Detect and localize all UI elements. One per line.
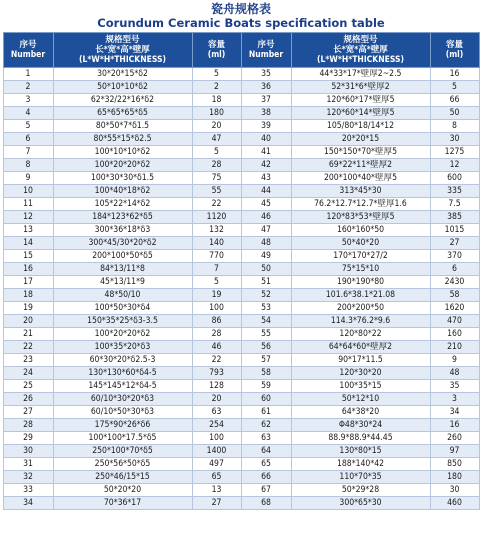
- cell-size: 200*100*50*δ5: [53, 250, 192, 263]
- cell-capacity: 9: [430, 354, 479, 367]
- cell-number: 17: [3, 276, 53, 289]
- cell-capacity: 100: [192, 432, 241, 445]
- cell-size: 120*30*20: [291, 367, 430, 380]
- cell-size: 250*56*50*δ5: [53, 458, 192, 471]
- table-row: [3, 276, 479, 289]
- cell-number: 42: [241, 159, 291, 172]
- cell-number: 6: [3, 133, 53, 146]
- cell-size: 100*35*15: [291, 380, 430, 393]
- table-row: [3, 445, 479, 458]
- cell-number: 7: [3, 146, 53, 159]
- cell-capacity: 97: [430, 445, 479, 458]
- cell-number: 59: [241, 380, 291, 393]
- cell-size: 110*70*35: [291, 471, 430, 484]
- cell-capacity: 160: [430, 328, 479, 341]
- cell-number: 63: [241, 432, 291, 445]
- cell-capacity: 5: [192, 68, 241, 81]
- table-row: [3, 302, 479, 315]
- cell-number: 30: [3, 445, 53, 458]
- cell-capacity: 254: [192, 419, 241, 432]
- cell-size: 69*22*11*壁厚2: [291, 159, 430, 172]
- table-row: [3, 419, 479, 432]
- cell-number: 21: [3, 328, 53, 341]
- cell-capacity: 65: [192, 471, 241, 484]
- table-row: [3, 133, 479, 146]
- cell-number: 49: [241, 250, 291, 263]
- cell-capacity: 132: [192, 224, 241, 237]
- cell-capacity: 140: [192, 237, 241, 250]
- cell-size: 101.6*38.1*21.08: [291, 289, 430, 302]
- cell-size: 184*123*62*δ5: [53, 211, 192, 224]
- table-row: [3, 406, 479, 419]
- cell-capacity: 497: [192, 458, 241, 471]
- table-row: [3, 458, 479, 471]
- cell-capacity: 22: [192, 354, 241, 367]
- cell-capacity: 460: [430, 497, 479, 510]
- cell-capacity: 6: [430, 263, 479, 276]
- cell-number: 3: [3, 94, 53, 107]
- cell-size: 80*55*15*δ2.5: [53, 133, 192, 146]
- table-row: [3, 354, 479, 367]
- cell-capacity: 30: [430, 133, 479, 146]
- cell-size: 170*170*27/2: [291, 250, 430, 263]
- cell-number: 45: [241, 198, 291, 211]
- cell-size: 130*130*60*δ4-5: [53, 367, 192, 380]
- cell-size: 48*50/10: [53, 289, 192, 302]
- table-row: [3, 237, 479, 250]
- table-row: [3, 380, 479, 393]
- cell-capacity: 27: [192, 497, 241, 510]
- table-row: [3, 198, 479, 211]
- cell-number: 24: [3, 367, 53, 380]
- header-size-right: 规格型号 长*宽*高*壁厚 (L*W*H*THICKNESS): [291, 33, 430, 68]
- cell-number: 37: [241, 94, 291, 107]
- cell-number: 12: [3, 211, 53, 224]
- header-number-left: 序号 Number: [3, 33, 53, 68]
- cell-capacity: 100: [192, 302, 241, 315]
- cell-size: 45*13/11*9: [53, 276, 192, 289]
- cell-size: 100*30*30*δ1.5: [53, 172, 192, 185]
- cell-size: 30*20*15*δ2: [53, 68, 192, 81]
- cell-capacity: 50: [430, 107, 479, 120]
- table-body: [3, 68, 479, 510]
- cell-size: 100*10*10*δ2: [53, 146, 192, 159]
- cell-number: 67: [241, 484, 291, 497]
- cell-number: 55: [241, 328, 291, 341]
- cell-capacity: 385: [430, 211, 479, 224]
- cell-number: 44: [241, 185, 291, 198]
- cell-number: 31: [3, 458, 53, 471]
- cell-size: 60*30*20*δ2.5-3: [53, 354, 192, 367]
- cell-size: 52*31*6*壁厚2: [291, 81, 430, 94]
- table-row: [3, 250, 479, 263]
- cell-size: 188*140*42: [291, 458, 430, 471]
- cell-capacity: 2: [192, 81, 241, 94]
- cell-capacity: 7: [192, 263, 241, 276]
- cell-number: 16: [3, 263, 53, 276]
- cell-capacity: 470: [430, 315, 479, 328]
- cell-size: 190*190*80: [291, 276, 430, 289]
- cell-size: 50*20*20: [53, 484, 192, 497]
- cell-capacity: 1275: [430, 146, 479, 159]
- cell-number: 53: [241, 302, 291, 315]
- cell-capacity: 55: [192, 185, 241, 198]
- cell-capacity: 63: [192, 406, 241, 419]
- cell-size: 20*20*15: [291, 133, 430, 146]
- cell-size: 88.9*88.9*44.45: [291, 432, 430, 445]
- table-row: [3, 107, 479, 120]
- cell-capacity: 19: [192, 289, 241, 302]
- cell-number: 57: [241, 354, 291, 367]
- cell-size: 50*29*28: [291, 484, 430, 497]
- cell-size: 250*46/15*15: [53, 471, 192, 484]
- cell-number: 68: [241, 497, 291, 510]
- table-row: [3, 211, 479, 224]
- cell-capacity: 5: [430, 81, 479, 94]
- cell-capacity: 5: [192, 146, 241, 159]
- cell-number: 38: [241, 107, 291, 120]
- cell-capacity: 16: [430, 419, 479, 432]
- cell-capacity: 210: [430, 341, 479, 354]
- cell-number: 64: [241, 445, 291, 458]
- cell-capacity: 22: [192, 198, 241, 211]
- cell-size: 50*40*20: [291, 237, 430, 250]
- cell-number: 8: [3, 159, 53, 172]
- table-header: [3, 33, 479, 68]
- cell-capacity: 46: [192, 341, 241, 354]
- cell-capacity: 12: [430, 159, 479, 172]
- cell-capacity: 13: [192, 484, 241, 497]
- cell-size: 150*150*70*壁厚5: [291, 146, 430, 159]
- cell-size: 100*20*20*δ2: [53, 328, 192, 341]
- cell-size: 145*145*12*δ4-5: [53, 380, 192, 393]
- cell-size: 80*50*7*δ1.5: [53, 120, 192, 133]
- table-row: [3, 341, 479, 354]
- cell-size: 313*45*30: [291, 185, 430, 198]
- cell-capacity: 793: [192, 367, 241, 380]
- header-capacity-left: 容量 (ml): [192, 33, 241, 68]
- cell-size: 64*64*60*壁厚2: [291, 341, 430, 354]
- cell-capacity: 770: [192, 250, 241, 263]
- cell-size: 60/10*50*30*δ3: [53, 406, 192, 419]
- table-row: [3, 68, 479, 81]
- cell-number: 23: [3, 354, 53, 367]
- cell-number: 22: [3, 341, 53, 354]
- cell-number: 28: [3, 419, 53, 432]
- cell-number: 47: [241, 224, 291, 237]
- cell-number: 60: [241, 393, 291, 406]
- cell-size: 250*100*70*δ5: [53, 445, 192, 458]
- cell-size: 130*80*15: [291, 445, 430, 458]
- table-row: [3, 497, 479, 510]
- cell-number: 15: [3, 250, 53, 263]
- cell-capacity: 27: [430, 237, 479, 250]
- cell-number: 51: [241, 276, 291, 289]
- cell-size: 76.2*12.7*12.7*壁厚1.6: [291, 198, 430, 211]
- table-row: [3, 120, 479, 133]
- cell-size: 90*17*11.5: [291, 354, 430, 367]
- cell-number: 1: [3, 68, 53, 81]
- cell-capacity: 180: [430, 471, 479, 484]
- cell-capacity: 47: [192, 133, 241, 146]
- cell-number: 41: [241, 146, 291, 159]
- cell-capacity: 2430: [430, 276, 479, 289]
- table-row: [3, 393, 479, 406]
- cell-capacity: 5: [192, 276, 241, 289]
- cell-number: 48: [241, 237, 291, 250]
- cell-size: 100*50*30*δ4: [53, 302, 192, 315]
- cell-size: 120*60*17*壁厚5: [291, 94, 430, 107]
- cell-number: 58: [241, 367, 291, 380]
- cell-number: 26: [3, 393, 53, 406]
- cell-number: 2: [3, 81, 53, 94]
- cell-size: 100*35*20*δ3: [53, 341, 192, 354]
- cell-size: 60/10*30*20*δ3: [53, 393, 192, 406]
- cell-size: Φ48*30*24: [291, 419, 430, 432]
- cell-capacity: 180: [192, 107, 241, 120]
- table-row: [3, 432, 479, 445]
- cell-capacity: 8: [430, 120, 479, 133]
- cell-number: 61: [241, 406, 291, 419]
- table-row: [3, 94, 479, 107]
- table-row: [3, 328, 479, 341]
- cell-number: 14: [3, 237, 53, 250]
- cell-capacity: 28: [192, 328, 241, 341]
- table-row: [3, 159, 479, 172]
- cell-size: 150*35*25*δ3-3.5: [53, 315, 192, 328]
- table-row: [3, 146, 479, 159]
- header-number-right: 序号 Number: [241, 33, 291, 68]
- cell-size: 105*22*14*δ2: [53, 198, 192, 211]
- cell-number: 18: [3, 289, 53, 302]
- cell-size: 44*33*17*壁厚2~2.5: [291, 68, 430, 81]
- cell-capacity: 18: [192, 94, 241, 107]
- cell-size: 50*10*10*δ2: [53, 81, 192, 94]
- cell-capacity: 66: [430, 94, 479, 107]
- table-row: [3, 224, 479, 237]
- cell-size: 114.3*76.2*9.6: [291, 315, 430, 328]
- cell-size: 100*100*17.5*δ5: [53, 432, 192, 445]
- cell-size: 70*36*17: [53, 497, 192, 510]
- cell-capacity: 35: [430, 380, 479, 393]
- cell-number: 54: [241, 315, 291, 328]
- cell-number: 11: [3, 198, 53, 211]
- cell-capacity: 1120: [192, 211, 241, 224]
- cell-capacity: 1620: [430, 302, 479, 315]
- cell-number: 9: [3, 172, 53, 185]
- cell-number: 65: [241, 458, 291, 471]
- cell-size: 65*65*65*δ5: [53, 107, 192, 120]
- cell-number: 50: [241, 263, 291, 276]
- cell-size: 100*40*18*δ2: [53, 185, 192, 198]
- cell-capacity: 20: [192, 393, 241, 406]
- cell-number: 10: [3, 185, 53, 198]
- cell-number: 13: [3, 224, 53, 237]
- cell-capacity: 30: [430, 484, 479, 497]
- cell-size: 175*90*26*δ6: [53, 419, 192, 432]
- cell-number: 25: [3, 380, 53, 393]
- cell-size: 300*36*18*δ3: [53, 224, 192, 237]
- cell-size: 120*60*14*壁厚5: [291, 107, 430, 120]
- page-title-cn: 瓷舟规格表: [210, 2, 271, 16]
- cell-number: 34: [3, 497, 53, 510]
- header-size-left: 规格型号 长*宽*高*壁厚 (L*W*H*THICKNESS): [53, 33, 192, 68]
- cell-capacity: 1015: [430, 224, 479, 237]
- table-row: [3, 172, 479, 185]
- cell-number: 36: [241, 81, 291, 94]
- cell-size: 100*20*20*δ2: [53, 159, 192, 172]
- cell-number: 4: [3, 107, 53, 120]
- table-row: [3, 289, 479, 302]
- cell-size: 300*65*30: [291, 497, 430, 510]
- header-capacity-right: 容量 (ml): [430, 33, 479, 68]
- cell-capacity: 850: [430, 458, 479, 471]
- cell-number: 19: [3, 302, 53, 315]
- table-row: [3, 471, 479, 484]
- cell-number: 32: [3, 471, 53, 484]
- table-row: [3, 263, 479, 276]
- cell-capacity: 3: [430, 393, 479, 406]
- cell-number: 43: [241, 172, 291, 185]
- cell-number: 66: [241, 471, 291, 484]
- table-row: [3, 484, 479, 497]
- cell-size: 200*100*40*壁厚5: [291, 172, 430, 185]
- cell-capacity: 48: [430, 367, 479, 380]
- cell-capacity: 28: [192, 159, 241, 172]
- cell-number: 33: [3, 484, 53, 497]
- cell-number: 29: [3, 432, 53, 445]
- cell-capacity: 1400: [192, 445, 241, 458]
- cell-capacity: 128: [192, 380, 241, 393]
- cell-capacity: 370: [430, 250, 479, 263]
- cell-number: 52: [241, 289, 291, 302]
- table-row: [3, 315, 479, 328]
- cell-size: 120*83*53*壁厚5: [291, 211, 430, 224]
- cell-capacity: 58: [430, 289, 479, 302]
- cell-capacity: 20: [192, 120, 241, 133]
- cell-capacity: 260: [430, 432, 479, 445]
- table-row: [3, 81, 479, 94]
- cell-number: 5: [3, 120, 53, 133]
- cell-number: 56: [241, 341, 291, 354]
- cell-number: 62: [241, 419, 291, 432]
- table-row: [3, 367, 479, 380]
- table-row: [3, 185, 479, 198]
- cell-capacity: 16: [430, 68, 479, 81]
- cell-size: 120*80*22: [291, 328, 430, 341]
- cell-size: 50*12*10: [291, 393, 430, 406]
- cell-capacity: 34: [430, 406, 479, 419]
- cell-size: 64*38*20: [291, 406, 430, 419]
- cell-capacity: 335: [430, 185, 479, 198]
- cell-size: 200*200*50: [291, 302, 430, 315]
- cell-size: 84*13/11*8: [53, 263, 192, 276]
- cell-number: 27: [3, 406, 53, 419]
- cell-size: 160*160*50: [291, 224, 430, 237]
- cell-capacity: 600: [430, 172, 479, 185]
- cell-size: 75*15*10: [291, 263, 430, 276]
- cell-capacity: 7.5: [430, 198, 479, 211]
- cell-number: 20: [3, 315, 53, 328]
- cell-size: 105/80*18/14*12: [291, 120, 430, 133]
- cell-size: 62*32/22*16*δ2: [53, 94, 192, 107]
- cell-number: 40: [241, 133, 291, 146]
- cell-capacity: 75: [192, 172, 241, 185]
- spec-table: [3, 32, 480, 510]
- page-title-en: Corundum Ceramic Boats specification table: [97, 16, 385, 30]
- cell-number: 35: [241, 68, 291, 81]
- cell-number: 46: [241, 211, 291, 224]
- cell-number: 39: [241, 120, 291, 133]
- cell-capacity: 86: [192, 315, 241, 328]
- cell-size: 300*45/30*20*δ2: [53, 237, 192, 250]
